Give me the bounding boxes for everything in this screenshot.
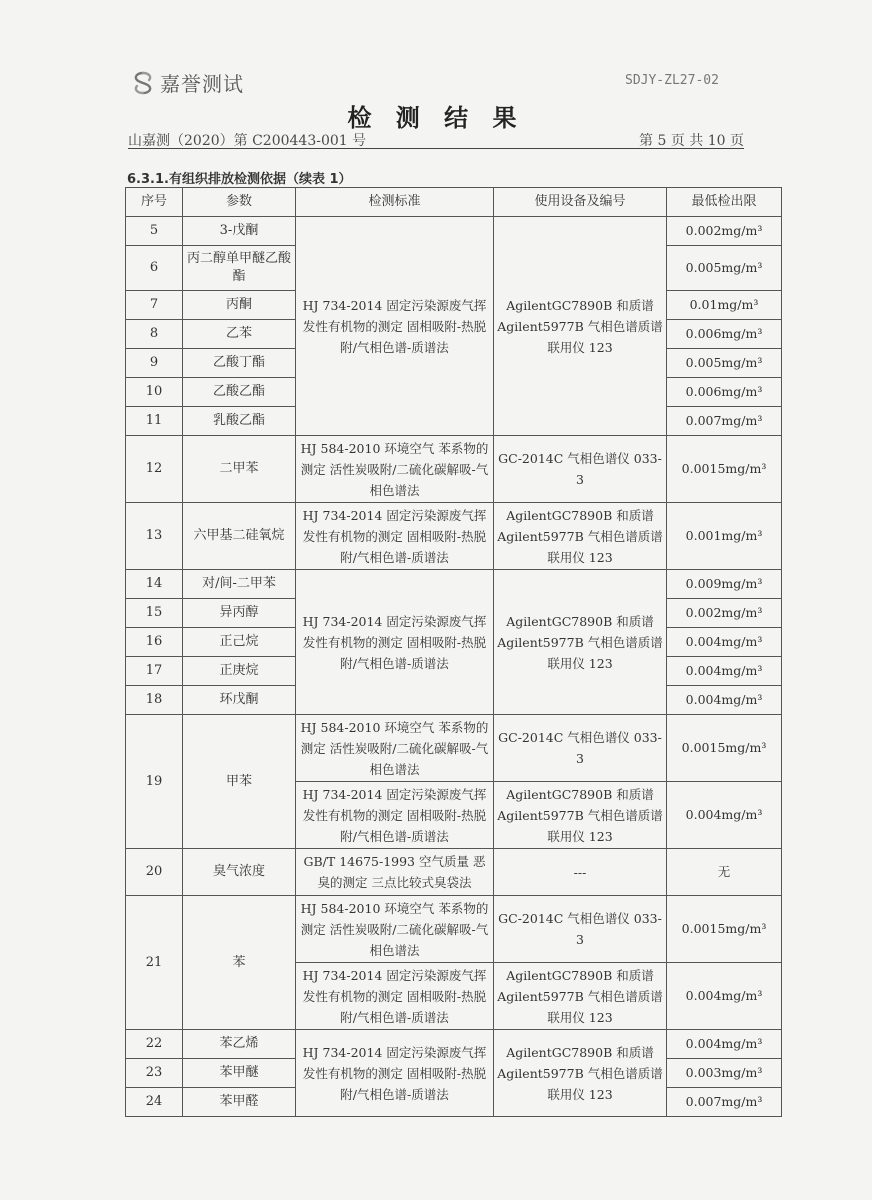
- row-no: 14: [126, 570, 183, 599]
- row-limit: 0.007mg/m³: [667, 1088, 782, 1117]
- row-equipment: GC-2014C 气相色谱仪 033-3: [494, 896, 667, 963]
- row-no: 16: [126, 628, 183, 657]
- row-equipment: AgilentGC7890B 和质谱 Agilent5977B 气相色谱质谱联用仪 123: [494, 1030, 667, 1117]
- row-param: 异丙醇: [183, 599, 296, 628]
- page-info: 第 5 页 共 10 页: [639, 133, 744, 149]
- row-param: 苯乙烯: [183, 1030, 296, 1059]
- row-limit: 0.002mg/m³: [667, 599, 782, 628]
- document-code: SDJY-ZL27-02: [625, 73, 719, 88]
- row-param: 六甲基二硅氧烷: [183, 503, 296, 570]
- row-limit: 0.005mg/m³: [667, 246, 782, 291]
- row-standard: HJ 584-2010 环境空气 苯系物的测定 活性炭吸附/二硫化碳解吸-气相色谱法: [296, 896, 494, 963]
- row-limit: 0.005mg/m³: [667, 349, 782, 378]
- row-standard: HJ 734-2014 固定污染源废气挥发性有机物的测定 固相吸附-热脱附/气相色谱-质谱法: [296, 570, 494, 715]
- row-param: 乙酸丁酯: [183, 349, 296, 378]
- row-param: 3-戊酮: [183, 217, 296, 246]
- row-no: 15: [126, 599, 183, 628]
- row-limit: 0.007mg/m³: [667, 407, 782, 436]
- row-limit: 0.004mg/m³: [667, 782, 782, 849]
- row-no: 17: [126, 657, 183, 686]
- table-row: [126, 849, 782, 896]
- row-limit: 0.0015mg/m³: [667, 715, 782, 782]
- row-no: 7: [126, 291, 183, 320]
- table-row: [126, 570, 782, 599]
- row-limit: 0.004mg/m³: [667, 1030, 782, 1059]
- row-param: 二甲苯: [183, 436, 296, 503]
- row-no: 21: [126, 896, 183, 1030]
- company-logo: [130, 68, 244, 97]
- row-equipment: GC-2014C 气相色谱仪 033-3: [494, 436, 667, 503]
- row-param: 丙二醇单甲醚乙酸酯: [183, 246, 296, 291]
- report-number: 山嘉测（2020）第 C200443-001 号: [128, 133, 367, 149]
- col-header-equipment: 使用设备及编号: [494, 188, 667, 217]
- row-param: 苯甲醛: [183, 1088, 296, 1117]
- row-standard: HJ 584-2010 环境空气 苯系物的测定 活性炭吸附/二硫化碳解吸-气相色谱法: [296, 436, 494, 503]
- row-standard: GB/T 14675-1993 空气质量 恶臭的测定 三点比较式臭袋法: [296, 849, 494, 896]
- row-equipment: AgilentGC7890B 和质谱 Agilent5977B 气相色谱质谱联用仪 123: [494, 570, 667, 715]
- row-no: 19: [126, 715, 183, 849]
- section-title: 6.3.1.有组织排放检测依据（续表 1）: [127, 172, 352, 187]
- row-no: 11: [126, 407, 183, 436]
- row-param: 丙酮: [183, 291, 296, 320]
- row-no: 13: [126, 503, 183, 570]
- table-row: [126, 217, 782, 246]
- row-equipment: GC-2014C 气相色谱仪 033-3: [494, 715, 667, 782]
- row-limit: 0.0015mg/m³: [667, 896, 782, 963]
- row-limit: 0.01mg/m³: [667, 291, 782, 320]
- row-param: 环戊酮: [183, 686, 296, 715]
- row-limit: 0.004mg/m³: [667, 628, 782, 657]
- row-param: 乳酸乙酯: [183, 407, 296, 436]
- row-param: 苯: [183, 896, 296, 1030]
- row-standard: HJ 734-2014 固定污染源废气挥发性有机物的测定 固相吸附-热脱附/气相色谱-质谱法: [296, 503, 494, 570]
- row-standard: HJ 734-2014 固定污染源废气挥发性有机物的测定 固相吸附-热脱附/气相色谱-质谱法: [296, 782, 494, 849]
- col-header-param: 参数: [183, 188, 296, 217]
- report-info-line: [128, 128, 744, 149]
- table-row: [126, 503, 782, 570]
- row-limit: 无: [667, 849, 782, 896]
- table-row: [126, 896, 782, 963]
- table-row: [126, 1030, 782, 1059]
- row-no: 20: [126, 849, 183, 896]
- col-header-limit: 最低检出限: [667, 188, 782, 217]
- row-no: 12: [126, 436, 183, 503]
- row-no: 18: [126, 686, 183, 715]
- table-row: [126, 715, 782, 782]
- row-no: 22: [126, 1030, 183, 1059]
- row-limit: 0.0015mg/m³: [667, 436, 782, 503]
- row-equipment: AgilentGC7890B 和质谱 Agilent5977B 气相色谱质谱联用仪 123: [494, 503, 667, 570]
- row-param: 正庚烷: [183, 657, 296, 686]
- row-equipment: AgilentGC7890B 和质谱 Agilent5977B 气相色谱质谱联用仪 123: [494, 217, 667, 436]
- table-header-row: [126, 188, 782, 217]
- row-standard: HJ 584-2010 环境空气 苯系物的测定 活性炭吸附/二硫化碳解吸-气相色谱法: [296, 715, 494, 782]
- row-no: 23: [126, 1059, 183, 1088]
- col-header-no: 序号: [126, 188, 183, 217]
- row-param: 对/间-二甲苯: [183, 570, 296, 599]
- row-equipment: ---: [494, 849, 667, 896]
- row-limit: 0.002mg/m³: [667, 217, 782, 246]
- row-limit: 0.009mg/m³: [667, 570, 782, 599]
- row-no: 9: [126, 349, 183, 378]
- row-limit: 0.004mg/m³: [667, 963, 782, 1030]
- row-param: 臭气浓度: [183, 849, 296, 896]
- row-no: 6: [126, 246, 183, 291]
- row-param: 甲苯: [183, 715, 296, 849]
- table-row: [126, 436, 782, 503]
- row-no: 24: [126, 1088, 183, 1117]
- row-limit: 0.001mg/m³: [667, 503, 782, 570]
- row-param: 苯甲醚: [183, 1059, 296, 1088]
- row-limit: 0.003mg/m³: [667, 1059, 782, 1088]
- row-limit: 0.006mg/m³: [667, 320, 782, 349]
- logo-text: 嘉誉测试: [160, 72, 244, 96]
- row-param: 乙酸乙酯: [183, 378, 296, 407]
- row-limit: 0.004mg/m³: [667, 686, 782, 715]
- page-title: 检 测 结 果: [347, 104, 525, 132]
- row-standard: HJ 734-2014 固定污染源废气挥发性有机物的测定 固相吸附-热脱附/气相色谱-质谱法: [296, 217, 494, 436]
- row-equipment: AgilentGC7890B 和质谱 Agilent5977B 气相色谱质谱联用仪 123: [494, 782, 667, 849]
- row-limit: 0.006mg/m³: [667, 378, 782, 407]
- row-no: 5: [126, 217, 183, 246]
- detection-basis-table: [125, 187, 782, 1117]
- col-header-standard: 检测标准: [296, 188, 494, 217]
- row-standard: HJ 734-2014 固定污染源废气挥发性有机物的测定 固相吸附-热脱附/气相色谱-质谱法: [296, 1030, 494, 1117]
- row-limit: 0.004mg/m³: [667, 657, 782, 686]
- row-no: 10: [126, 378, 183, 407]
- row-param: 乙苯: [183, 320, 296, 349]
- row-param: 正己烷: [183, 628, 296, 657]
- row-equipment: AgilentGC7890B 和质谱 Agilent5977B 气相色谱质谱联用仪 123: [494, 963, 667, 1030]
- logo-icon: [130, 70, 156, 96]
- row-no: 8: [126, 320, 183, 349]
- row-standard: HJ 734-2014 固定污染源废气挥发性有机物的测定 固相吸附-热脱附/气相色谱-质谱法: [296, 963, 494, 1030]
